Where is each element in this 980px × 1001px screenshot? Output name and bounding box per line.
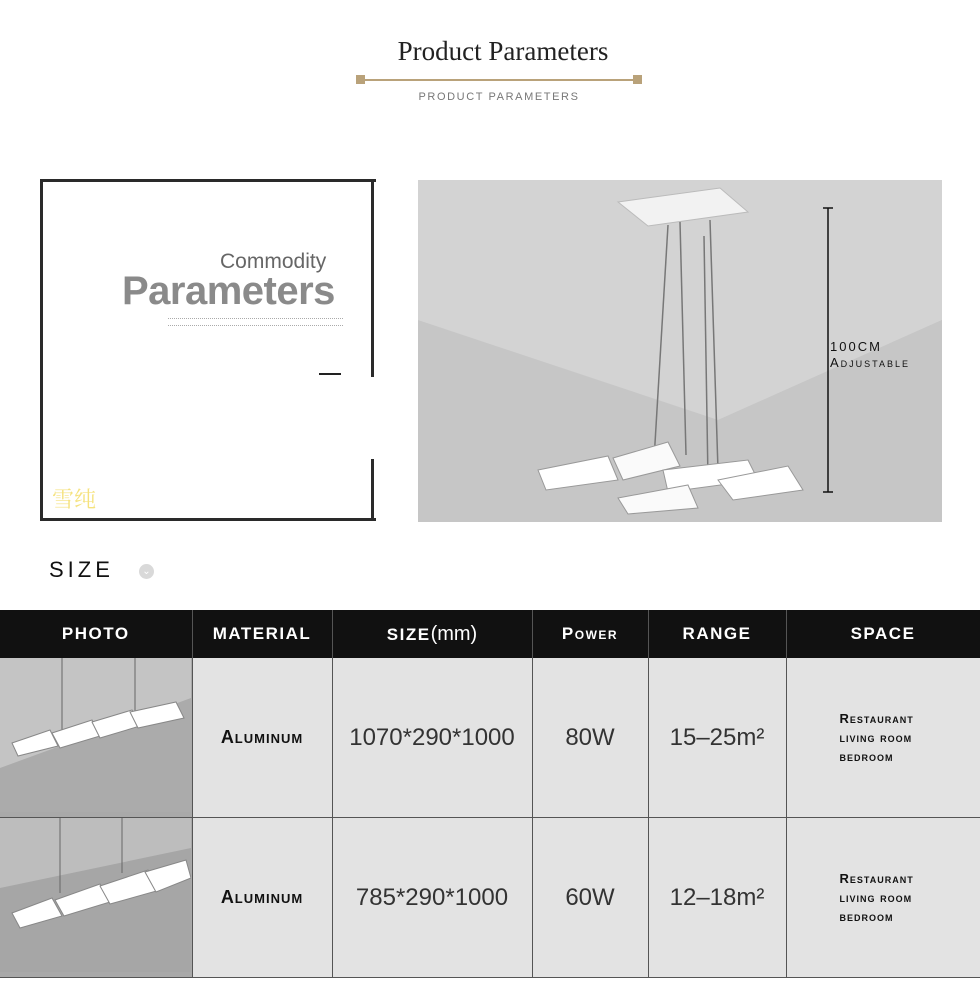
- space-list: [787, 709, 980, 766]
- header-space: SPACE: [786, 610, 980, 658]
- page-subtitle: PRODUCT PARAMETERS: [418, 91, 580, 103]
- header-material: MATERIAL: [192, 610, 332, 658]
- height-dimension-label: [830, 339, 910, 371]
- row-space: [786, 658, 980, 818]
- row-space: [786, 818, 980, 978]
- row-size: 785*290*1000: [332, 818, 532, 978]
- chevron-down-icon: ⌄: [139, 564, 154, 579]
- commodity-parameters-box: [40, 179, 376, 521]
- table-header-row: [0, 610, 980, 658]
- lamp-thumbnail: [0, 658, 191, 812]
- commodity-label: Commodity: [220, 250, 327, 273]
- table-row: [0, 818, 980, 978]
- row-photo: [0, 658, 192, 818]
- space-list: [787, 869, 980, 926]
- header-power: Power: [532, 610, 648, 658]
- row-power: 80W: [532, 658, 648, 818]
- size-heading: SIZE: [49, 557, 114, 582]
- parameters-label: Parameters: [122, 269, 335, 313]
- box-border-right-lower: [371, 459, 374, 521]
- row-power: 60W: [532, 818, 648, 978]
- header-range: RANGE: [648, 610, 786, 658]
- space-item: bedroom: [839, 909, 894, 924]
- header-photo: PHOTO: [0, 610, 192, 658]
- box-border-left: [40, 179, 43, 521]
- header-size-label: SIZE: [386, 624, 431, 644]
- row-size: 1070*290*1000: [332, 658, 532, 818]
- space-item: bedroom: [839, 749, 894, 764]
- fine-print-decoration: [168, 318, 343, 326]
- row-photo: [0, 818, 192, 978]
- lamp-thumbnail: [0, 818, 191, 972]
- dimension-value: 100CM: [830, 339, 882, 354]
- dimension-note: Adjustable: [830, 355, 911, 370]
- row-range: 12–18m²: [648, 818, 786, 978]
- watermark: 雪纯: [52, 487, 97, 512]
- header-size-unit: (mm): [430, 622, 478, 645]
- space-item: Restaurant: [839, 871, 914, 886]
- box-border-bottom: [40, 518, 376, 521]
- page-title: Product Parameters: [397, 36, 609, 66]
- box-border-top: [40, 179, 376, 182]
- dash-mark: [319, 373, 341, 375]
- rule-dot-right: [633, 75, 642, 84]
- space-item: living room: [839, 730, 913, 745]
- table-row: [0, 658, 980, 818]
- header-size: [332, 610, 532, 658]
- space-item: living room: [839, 890, 913, 905]
- row-material: Aluminum: [192, 818, 332, 978]
- row-range: 15–25m²: [648, 658, 786, 818]
- spec-table: [0, 610, 980, 978]
- box-border-right-upper: [371, 179, 374, 377]
- row-material: Aluminum: [192, 658, 332, 818]
- title-divider: [360, 79, 638, 81]
- product-photo: [418, 180, 942, 522]
- space-item: Restaurant: [839, 711, 914, 726]
